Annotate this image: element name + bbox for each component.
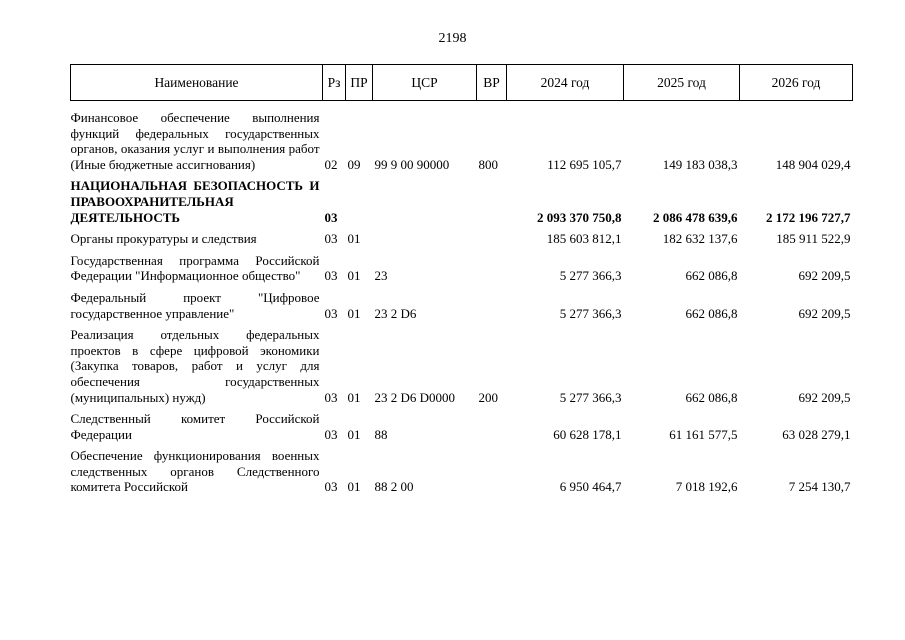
table-row: [71, 225, 853, 247]
budget-table: [70, 64, 853, 495]
row-rz: 03: [324, 426, 338, 442]
row-name: Финансовое обеспечение выполнения функций федеральных государственных органов, оказания услуг и выполнения работ (Иные бюджетные ассигнования): [70, 110, 320, 172]
row-vr: 200: [478, 389, 498, 405]
table-row: [71, 442, 853, 495]
row-2025: 662 086,8: [685, 305, 738, 321]
row-rz: 03: [324, 305, 338, 321]
row-rz: 03: [324, 389, 338, 405]
row-csr: 88 2 00: [374, 479, 414, 495]
row-name: Следственный комитет Российской Федерации: [70, 411, 320, 442]
row-2026: 148 904 029,4: [775, 156, 851, 172]
row-2025: 662 086,8: [685, 389, 738, 405]
row-name: Реализация отдельных федеральных проектов в сфере цифровой экономики (Закупка товаров, работ и услуг для обеспечения государственных (муниципальных) нужд): [70, 327, 320, 405]
row-2024: 60 628 178,1: [553, 426, 622, 442]
row-2026: 7 254 130,7: [788, 479, 851, 495]
row-rz: 03: [324, 268, 338, 284]
row-2024: 185 603 812,1: [546, 231, 622, 247]
row-2026: 2 172 196 727,7: [766, 209, 851, 225]
row-2026: 692 209,5: [798, 389, 851, 405]
row-2024: 5 277 366,3: [559, 268, 622, 284]
table-row: [71, 172, 853, 225]
column-header-2025: 2025 год: [624, 65, 740, 101]
row-pr: 01: [347, 426, 361, 442]
row-2024: 5 277 366,3: [559, 305, 622, 321]
row-name: Государственная программа Российской Федерации "Информационное общество": [70, 252, 320, 284]
row-pr: 01: [347, 231, 361, 247]
row-name: Федеральный проект "Цифровое государственное управление": [70, 289, 320, 321]
row-2025: 149 183 038,3: [662, 156, 738, 172]
row-rz: 03: [324, 209, 338, 225]
row-2025: 662 086,8: [685, 268, 738, 284]
row-csr: [373, 172, 477, 225]
row-pr: 01: [347, 268, 361, 284]
column-header-vr: ВР: [477, 65, 507, 101]
row-rz: 03: [324, 231, 338, 247]
row-vr: 800: [478, 156, 498, 172]
row-2026: 692 209,5: [798, 268, 851, 284]
row-2024: 6 950 464,7: [559, 479, 622, 495]
row-vr: [477, 172, 507, 225]
table-row: [71, 247, 853, 284]
row-vr: [477, 225, 507, 247]
row-csr: 88: [374, 426, 388, 442]
row-vr: [477, 442, 507, 495]
table-row: [71, 284, 853, 321]
row-2026: 185 911 522,9: [776, 231, 851, 247]
row-name: НАЦИОНАЛЬНАЯ БЕЗОПАСНОСТЬ И ПРАВООХРАНИТЕЛЬНАЯ ДЕЯТЕЛЬНОСТЬ: [70, 178, 320, 225]
row-csr: 23: [374, 268, 388, 284]
table-header-row: [71, 65, 853, 101]
row-2025: 61 161 577,5: [669, 426, 738, 442]
row-pr: 09: [347, 156, 361, 172]
column-header-pr: ПР: [346, 65, 373, 101]
column-header-csr: ЦСР: [373, 65, 477, 101]
row-2025: 2 086 478 639,6: [653, 209, 738, 225]
row-2025: 7 018 192,6: [675, 479, 738, 495]
row-csr: 23 2 D6: [374, 305, 417, 321]
row-2026: 692 209,5: [798, 305, 851, 321]
page-number: 2198: [438, 31, 467, 46]
row-pr: 01: [347, 479, 361, 495]
row-pr: 01: [347, 389, 361, 405]
row-pr: [346, 172, 373, 225]
row-csr: [373, 225, 477, 247]
column-header-2024: 2024 год: [507, 65, 624, 101]
row-2024: 112 695 105,7: [547, 156, 622, 172]
row-2024: 2 093 370 750,8: [537, 209, 622, 225]
row-vr: [477, 284, 507, 321]
row-2026: 63 028 279,1: [782, 426, 851, 442]
row-rz: 03: [324, 479, 338, 495]
row-csr: 23 2 D6 D0000: [374, 389, 456, 405]
row-2025: 182 632 137,6: [662, 231, 738, 247]
column-header-name: Наименование: [71, 65, 323, 101]
row-csr: 99 9 00 90000: [374, 156, 450, 172]
row-name: Обеспечение функционирования военных следственных органов Следственного комитета Российской: [70, 448, 320, 495]
row-name: Органы прокуратуры и следствия: [70, 231, 257, 247]
column-header-rz: Рз: [323, 65, 346, 101]
row-2024: 5 277 366,3: [559, 389, 622, 405]
table-row: [71, 101, 853, 173]
column-header-2026: 2026 год: [740, 65, 853, 101]
table-row: [71, 321, 853, 405]
row-vr: [477, 405, 507, 442]
row-pr: 01: [347, 305, 361, 321]
row-vr: [477, 247, 507, 284]
table-row: [71, 405, 853, 442]
row-rz: 02: [324, 156, 338, 172]
